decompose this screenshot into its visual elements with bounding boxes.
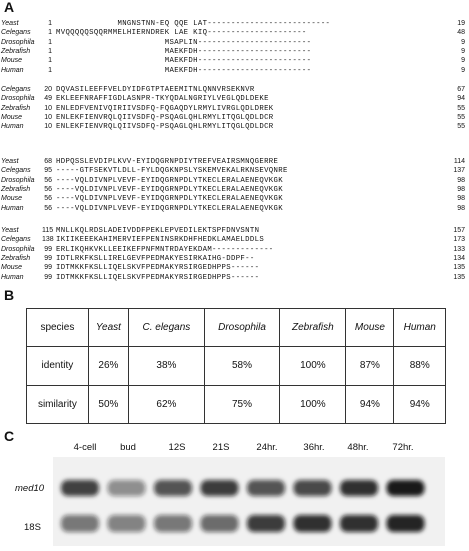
start-position: 10 — [44, 104, 52, 112]
sequence-text: ----VQLDIVNPLVEVF-EYIDQGRNPDLYTKECLERALAENEQVKGK — [56, 195, 283, 204]
sequence-text: ----VQLDIVNPLVEVF-EYIDQGRNPDLYTKECLERALAENEQVKGK — [56, 176, 283, 185]
lane-label: 21S — [212, 442, 230, 453]
alignment-row — [0, 167, 469, 176]
species-label: Yeast — [1, 158, 19, 165]
table-cell: 38% — [129, 347, 205, 385]
table-cell: 88% — [394, 347, 446, 385]
end-position: 67 — [457, 86, 465, 93]
table-cell: species — [27, 309, 89, 347]
species-label: Human — [1, 273, 24, 281]
s18-band — [340, 515, 378, 532]
alignment-row — [0, 48, 469, 57]
species-label: Human — [1, 204, 24, 212]
18s-band-label: 18S — [24, 522, 41, 533]
table-cell: 94% — [394, 385, 446, 423]
species-label: Mouse — [1, 195, 23, 203]
med10-band — [154, 480, 192, 496]
species-label: Drosophila — [1, 245, 35, 253]
s18-band — [61, 515, 99, 532]
sequence-text: ENLEDFVENIVQIRIIVSDFQ-FQGAQDYLRMYLIVRGLQDLDREK — [56, 104, 274, 113]
northern-blot — [53, 457, 445, 546]
table-cell: 62% — [129, 385, 205, 423]
end-position: 48 — [457, 29, 465, 37]
end-position: 98 — [457, 195, 465, 203]
table-cell: Yeast — [88, 309, 128, 347]
sequence-text: MAEKFDH------------------------ — [56, 57, 312, 66]
species-label: Drosophila — [1, 95, 35, 103]
end-position: 98 — [457, 185, 465, 193]
table-cell: 100% — [280, 347, 346, 385]
end-position: 133 — [453, 245, 465, 253]
end-position: 135 — [453, 273, 465, 281]
start-position: 95 — [44, 167, 52, 175]
sequence-text: IDTMKKFKSLLIQELSKVFPEDMAKYRSIRGEDHPPS------ — [56, 273, 260, 282]
med10-band — [247, 480, 285, 496]
start-position: 49 — [44, 95, 52, 103]
s18-band — [201, 515, 239, 532]
species-label: Human — [1, 66, 24, 74]
sequence-text: MSAPLIN------------------------ — [56, 38, 312, 47]
table-cell: Drosophila — [204, 309, 280, 347]
start-position: 56 — [44, 176, 52, 184]
table-row — [27, 385, 446, 423]
sequence-text: ENLEKFIENVRQLQIIVSDFQ-PSQAGLQHLRMYLITQGLQDLDCR — [56, 113, 274, 122]
sequence-text: EKLEEFNRAFFIGDLASNPR-TKYQDALNGRIYLVEGLQDLDEKE — [56, 95, 269, 104]
species-label: Celegans — [1, 236, 31, 244]
species-label: Zebrafish — [1, 47, 31, 55]
species-label: Mouse — [1, 57, 23, 65]
end-position: 157 — [453, 227, 465, 234]
end-position: 137 — [453, 167, 465, 175]
start-position: 1 — [48, 66, 52, 74]
table-cell: 26% — [88, 347, 128, 385]
species-label: Zebrafish — [1, 185, 31, 193]
med10-band — [201, 480, 239, 496]
alignment-row — [0, 20, 469, 29]
panel-a-label: A — [4, 0, 15, 15]
alignment-row — [0, 274, 469, 283]
table-cell: 50% — [88, 385, 128, 423]
species-label: Zebrafish — [1, 104, 31, 112]
alignment-row — [0, 246, 469, 255]
table-cell: Human — [394, 309, 446, 347]
alignment-row — [0, 236, 469, 245]
alignment-row — [0, 86, 469, 95]
sequence-text: MNGNSTNN-EQ QQE LAT-------------------------- — [56, 20, 331, 28]
panel-b-label: B — [4, 287, 15, 303]
table-cell: C. elegans — [129, 309, 205, 347]
table-cell: Mouse — [346, 309, 394, 347]
alignment-row — [0, 67, 469, 76]
alignment-row — [0, 29, 469, 38]
sequence-text: ENLEKFIENVRQLQIIVSDFQ-PSQAGLQHLRMYLITQGLQDLDCR — [56, 123, 274, 132]
end-position: 55 — [457, 113, 465, 121]
alignment-row — [0, 123, 469, 132]
s18-band — [294, 515, 332, 532]
s18-band — [387, 515, 425, 532]
end-position: 19 — [457, 20, 465, 27]
start-position: 138 — [42, 236, 54, 244]
lane-label: 4-cell — [73, 442, 97, 453]
end-position: 9 — [461, 47, 465, 55]
lane-label: 48hr. — [347, 442, 369, 453]
start-position: 1 — [48, 20, 52, 27]
panel-c-label: C — [4, 428, 15, 444]
start-position: 10 — [44, 113, 52, 121]
start-position: 99 — [44, 254, 52, 262]
sequence-text: HDPQSSLEVDIPLKVV-EYIDQGRNPDIYTREFVEAIRSMNQGERRE — [56, 158, 279, 166]
end-position: 9 — [461, 38, 465, 46]
start-position: 10 — [44, 123, 52, 131]
sequence-text: MNLLKQLRDSLADEIVDDFPEKLEPVEDILEKTSPFDNVSNTN — [56, 227, 260, 235]
start-position: 68 — [44, 158, 52, 165]
end-position: 98 — [457, 176, 465, 184]
med10-band — [61, 480, 99, 496]
start-position: 20 — [44, 86, 52, 93]
alignment-row — [0, 39, 469, 48]
species-label: Mouse — [1, 264, 23, 272]
table-cell: 58% — [204, 347, 280, 385]
start-position: 1 — [48, 38, 52, 46]
alignment-row — [0, 114, 469, 123]
lane-label: bud — [120, 442, 136, 453]
start-position: 56 — [44, 195, 52, 203]
alignment-row — [0, 177, 469, 186]
end-position: 173 — [453, 236, 465, 244]
species-label: Celegans — [1, 167, 31, 175]
table-cell: 100% — [280, 385, 346, 423]
sequence-text: IDTMKKFKSLLIQELSKVFPEDMAKYRSIRGEDHPPS------ — [56, 264, 260, 273]
lane-label: 72hr. — [392, 442, 414, 453]
lane-label: 12S — [168, 442, 186, 453]
s18-band — [247, 515, 285, 532]
table-header-row — [27, 309, 446, 347]
start-position: 56 — [44, 204, 52, 212]
table-row — [27, 347, 446, 385]
start-position: 56 — [44, 185, 52, 193]
end-position: 9 — [461, 57, 465, 65]
start-position: 1 — [48, 47, 52, 55]
sequence-text: ----VQLDIVNPLVEVF-EYIDQGRNPDLYTKECLERALAENEQVKGK — [56, 185, 283, 194]
species-label: Mouse — [1, 113, 23, 121]
end-position: 135 — [453, 264, 465, 272]
sequence-text: IDTLRKFKSLLIRELGEVFPEDMAKYESIRKAIHG-DDPF-- — [56, 254, 255, 263]
end-position: 98 — [457, 204, 465, 212]
species-label: Drosophila — [1, 176, 35, 184]
species-label: Yeast — [1, 20, 19, 27]
end-position: 55 — [457, 104, 465, 112]
table-cell: 87% — [346, 347, 394, 385]
sequence-text: -----GTFSEKVTLDLL-FYLDQGKNPSLYSKEMVEKALRKNSEVQNRE — [56, 167, 288, 176]
alignment-row — [0, 255, 469, 264]
start-position: 99 — [44, 264, 52, 272]
end-position: 9 — [461, 66, 465, 74]
start-position: 99 — [44, 273, 52, 281]
species-label: Drosophila — [1, 38, 35, 46]
alignment-row — [0, 186, 469, 195]
species-label: Celegans — [1, 29, 31, 37]
end-position: 55 — [457, 123, 465, 131]
end-position: 94 — [457, 95, 465, 103]
table-cell: 94% — [346, 385, 394, 423]
s18-band — [108, 515, 146, 532]
blot-bands — [53, 457, 445, 546]
end-position: 114 — [453, 158, 465, 165]
sequence-text: IKIIKEEEKAHIMERVIEFPENINSRKDHFHEDKLAMAELDDLS — [56, 236, 265, 245]
end-position: 134 — [453, 254, 465, 262]
table-cell: 75% — [204, 385, 280, 423]
alignment-row — [0, 264, 469, 273]
table-cell: similarity — [27, 385, 89, 423]
med10-band-label: med10 — [15, 483, 45, 494]
species-label: Zebrafish — [1, 254, 31, 262]
sequence-text: DQVASILEEFFVELDYIDFGTPTAEEMITNLQNNVRSEKNVR — [56, 86, 255, 94]
sequence-text: MVQQQQQSQQRMMELHIERNDREK LAE KIQ--------------------- — [56, 29, 307, 38]
start-position: 1 — [48, 29, 52, 37]
sequence-text: MAEKFDH------------------------ — [56, 66, 312, 75]
med10-band — [340, 480, 378, 496]
alignment-row — [0, 95, 469, 104]
species-label: Celegans — [1, 86, 31, 93]
identity-similarity-table — [26, 308, 446, 424]
med10-band — [387, 480, 425, 496]
med10-band — [294, 480, 332, 496]
lane-label: 36hr. — [303, 442, 325, 453]
sequence-text: ERLIKQHKVKLLEEIKEFPNFMNTRDAYEKDAM------------- — [56, 245, 274, 254]
alignment-row — [0, 158, 469, 167]
table-cell: identity — [27, 347, 89, 385]
species-label: Yeast — [1, 227, 19, 234]
table-cell: Zebrafish — [280, 309, 346, 347]
alignment-row — [0, 205, 469, 214]
start-position: 99 — [44, 245, 52, 253]
sequence-text: ----VQLDIVNPLVEVF-EYIDQGRNPDLYTKECLERALAENEQVKGK — [56, 204, 283, 213]
start-position: 115 — [42, 227, 54, 234]
alignment-row — [0, 195, 469, 204]
med10-band — [108, 480, 146, 496]
alignment-row — [0, 227, 469, 236]
alignment-row — [0, 105, 469, 114]
sequence-text: MAEKFDH------------------------ — [56, 47, 312, 56]
start-position: 1 — [48, 57, 52, 65]
species-label: Human — [1, 123, 24, 131]
alignment-row — [0, 57, 469, 66]
lane-label: 24hr. — [256, 442, 278, 453]
s18-band — [154, 515, 192, 532]
